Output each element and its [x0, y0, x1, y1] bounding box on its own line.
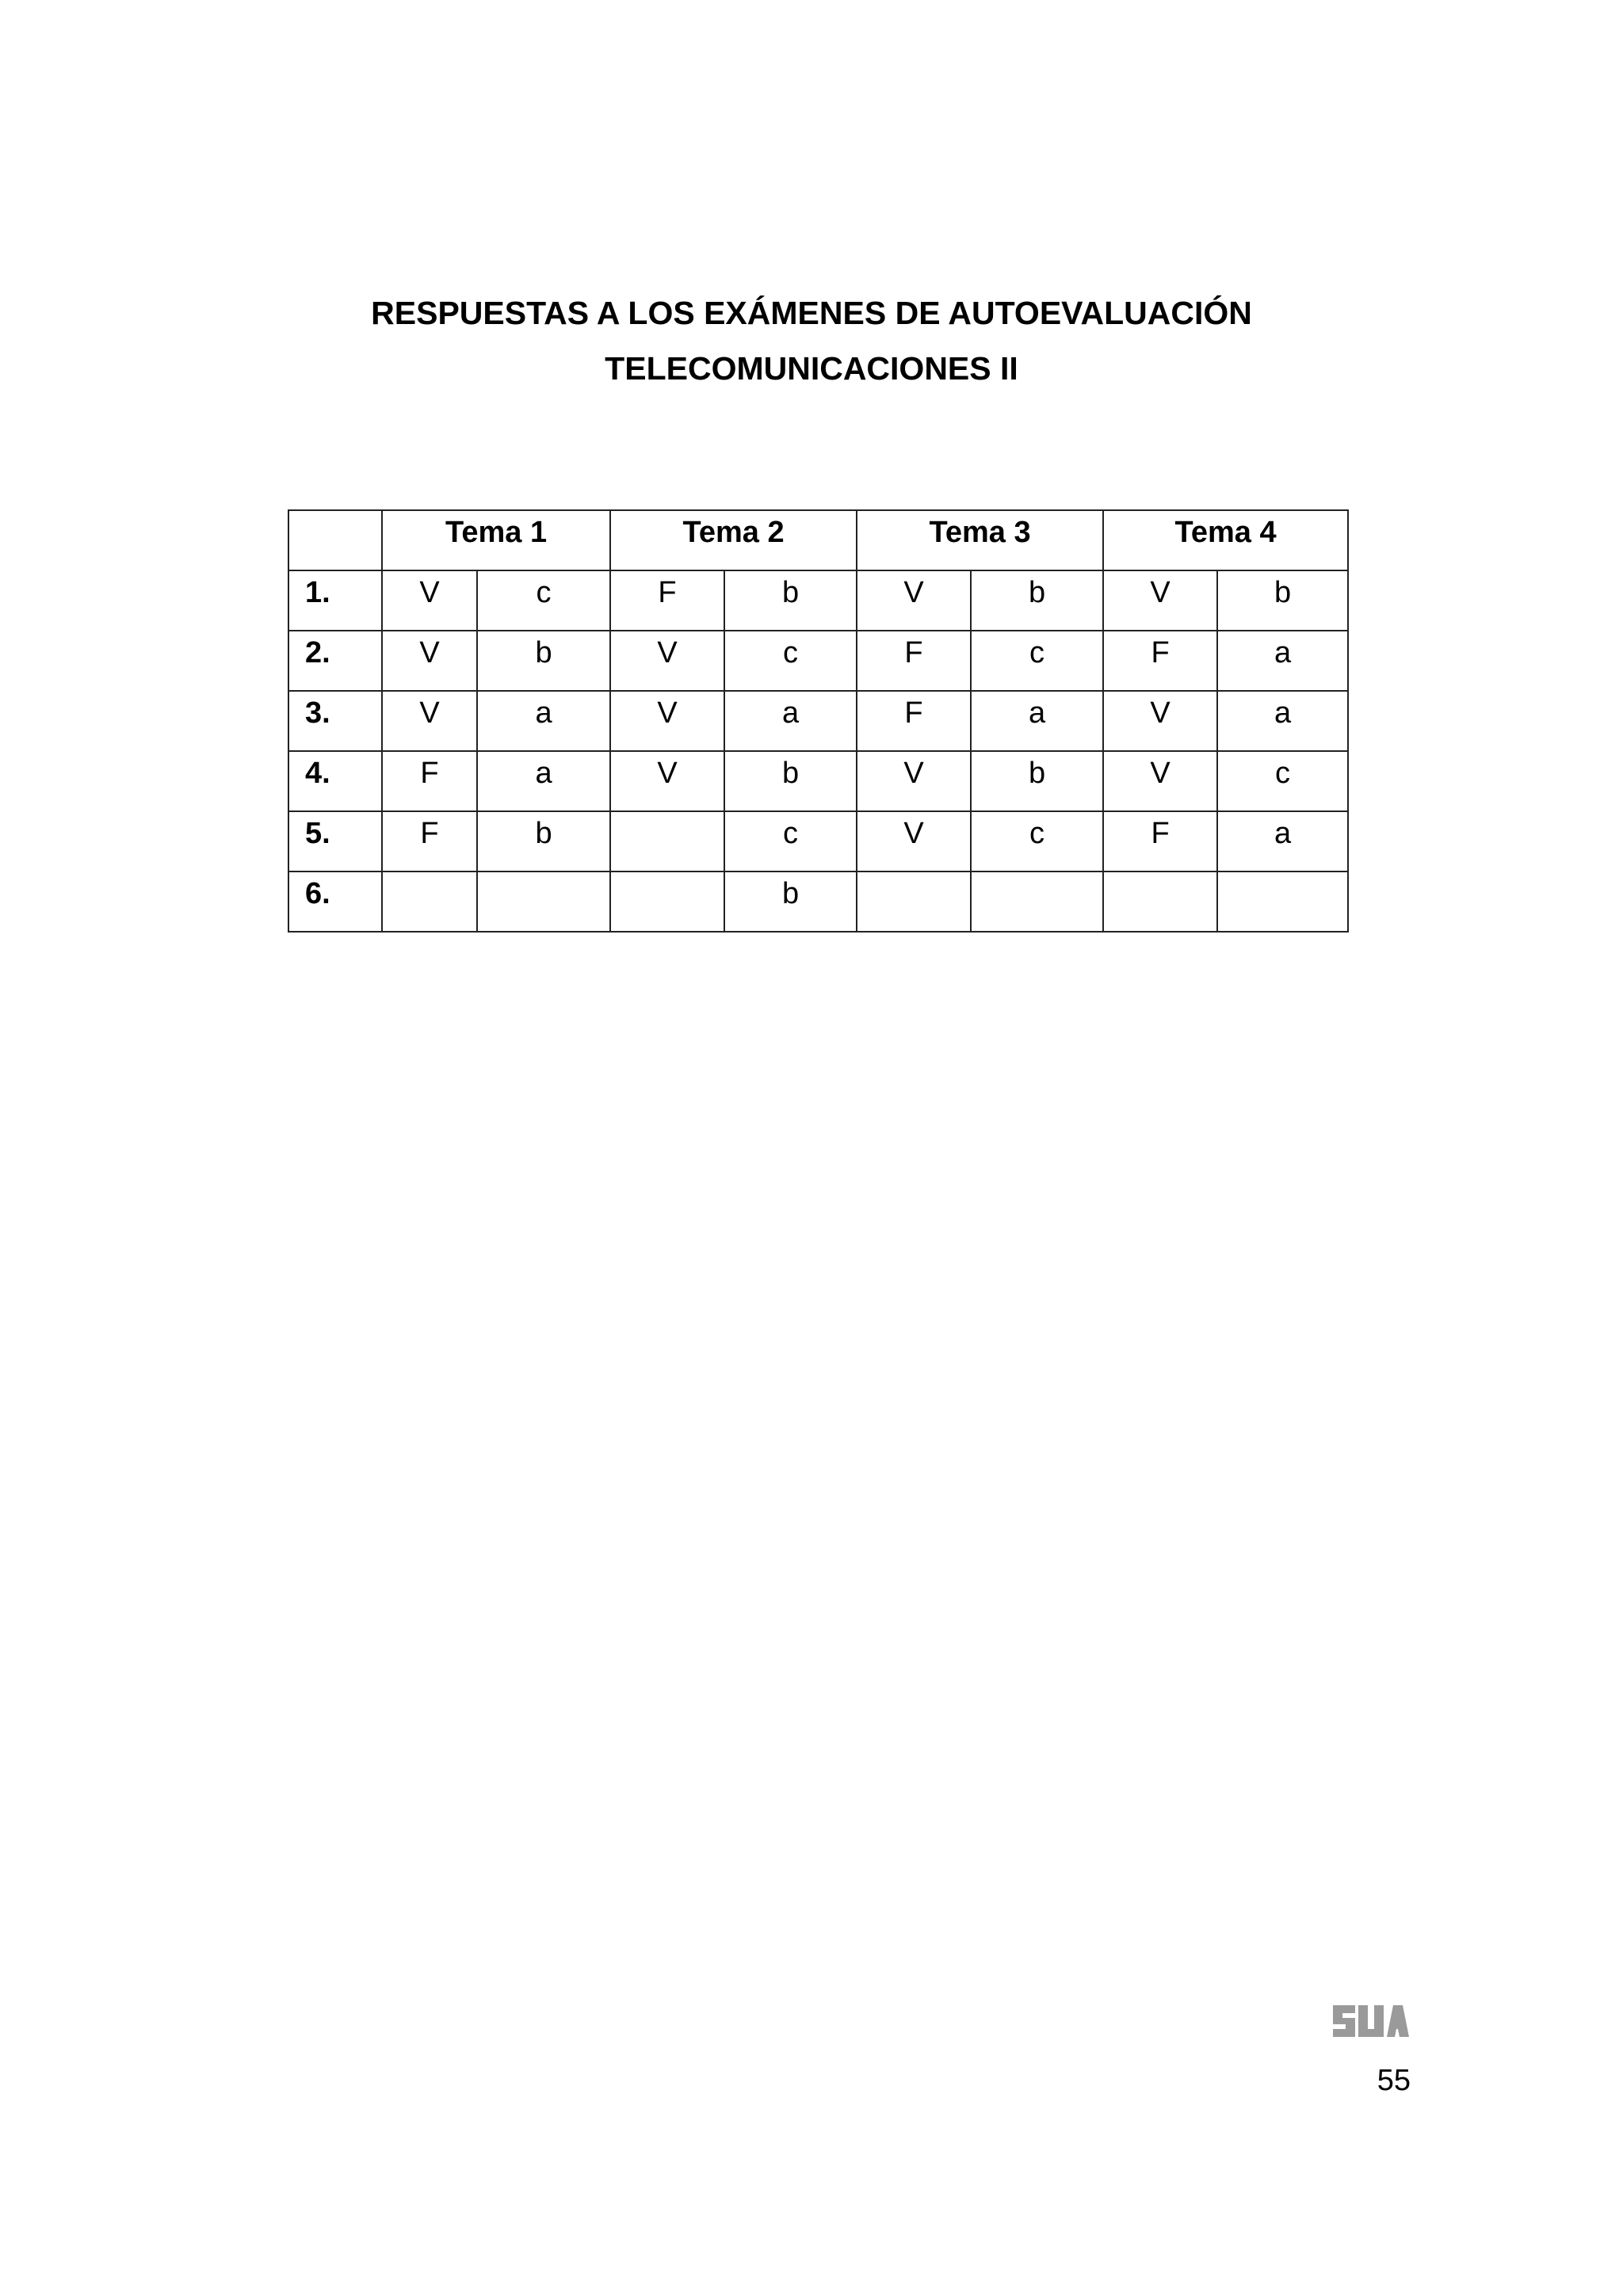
answer-vf-cell: V — [610, 751, 724, 811]
answer-option-cell: a — [724, 691, 857, 751]
table-row — [288, 631, 1348, 691]
header-tema-4: Tema 4 — [1103, 510, 1348, 570]
table-corner-cell — [288, 510, 382, 570]
answer-vf-cell: V — [857, 751, 971, 811]
page-title: RESPUESTAS A LOS EXÁMENES DE AUTOEVALUACIÓN — [371, 295, 1252, 331]
answer-option-cell: a — [477, 691, 610, 751]
answer-vf-cell — [1103, 871, 1217, 932]
answer-option-cell: c — [724, 811, 857, 871]
row-label: 6. — [288, 871, 382, 932]
header-tema-2: Tema 2 — [610, 510, 857, 570]
answer-vf-cell: F — [382, 811, 477, 871]
row-label: 4. — [288, 751, 382, 811]
answer-vf-cell: V — [1103, 691, 1217, 751]
answer-vf-cell: V — [382, 691, 477, 751]
answer-option-cell: c — [724, 631, 857, 691]
table-row — [288, 871, 1348, 932]
answer-option-cell: a — [1217, 691, 1348, 751]
answer-vf-cell: F — [382, 751, 477, 811]
table-row — [288, 751, 1348, 811]
answer-option-cell: b — [724, 570, 857, 631]
header-tema-3: Tema 3 — [857, 510, 1103, 570]
table-body — [288, 570, 1348, 932]
sua-logo — [1331, 2000, 1411, 2042]
answer-vf-cell: F — [857, 631, 971, 691]
answer-option-cell: b — [724, 751, 857, 811]
row-label: 2. — [288, 631, 382, 691]
answer-option-cell: a — [971, 691, 1103, 751]
table-header-row — [288, 510, 1348, 570]
answer-vf-cell — [610, 811, 724, 871]
table-row — [288, 811, 1348, 871]
answer-option-cell — [971, 871, 1103, 932]
row-label: 1. — [288, 570, 382, 631]
answer-option-cell: c — [477, 570, 610, 631]
answer-vf-cell: V — [382, 631, 477, 691]
answer-option-cell: a — [1217, 811, 1348, 871]
answer-vf-cell: V — [1103, 751, 1217, 811]
answer-option-cell: b — [971, 751, 1103, 811]
answer-option-cell: a — [1217, 631, 1348, 691]
answer-vf-cell — [857, 871, 971, 932]
answer-option-cell — [477, 871, 610, 932]
header-tema-1: Tema 1 — [382, 510, 610, 570]
answer-option-cell: b — [971, 570, 1103, 631]
answer-vf-cell: V — [610, 691, 724, 751]
answer-vf-cell: V — [857, 570, 971, 631]
answer-option-cell — [1217, 871, 1348, 932]
answer-vf-cell: F — [857, 691, 971, 751]
answer-vf-cell: V — [1103, 570, 1217, 631]
answer-option-cell: c — [971, 811, 1103, 871]
answer-vf-cell — [610, 871, 724, 932]
answers-table — [288, 509, 1349, 933]
answer-vf-cell: F — [1103, 631, 1217, 691]
answer-option-cell: c — [1217, 751, 1348, 811]
answer-vf-cell: F — [1103, 811, 1217, 871]
answer-option-cell: c — [971, 631, 1103, 691]
table-row — [288, 570, 1348, 631]
answer-vf-cell: V — [610, 631, 724, 691]
answer-option-cell: b — [1217, 570, 1348, 631]
table-row — [288, 691, 1348, 751]
answer-vf-cell: V — [382, 570, 477, 631]
answer-vf-cell: V — [857, 811, 971, 871]
title-block — [0, 285, 1623, 396]
page-subtitle: TELECOMUNICACIONES II — [605, 350, 1018, 387]
answer-vf-cell — [382, 871, 477, 932]
row-label: 5. — [288, 811, 382, 871]
answer-option-cell: a — [477, 751, 610, 811]
row-label: 3. — [288, 691, 382, 751]
answer-vf-cell: F — [610, 570, 724, 631]
answer-option-cell: b — [724, 871, 857, 932]
page-number: 55 — [1377, 2064, 1411, 2097]
answer-option-cell: b — [477, 811, 610, 871]
answer-option-cell: b — [477, 631, 610, 691]
